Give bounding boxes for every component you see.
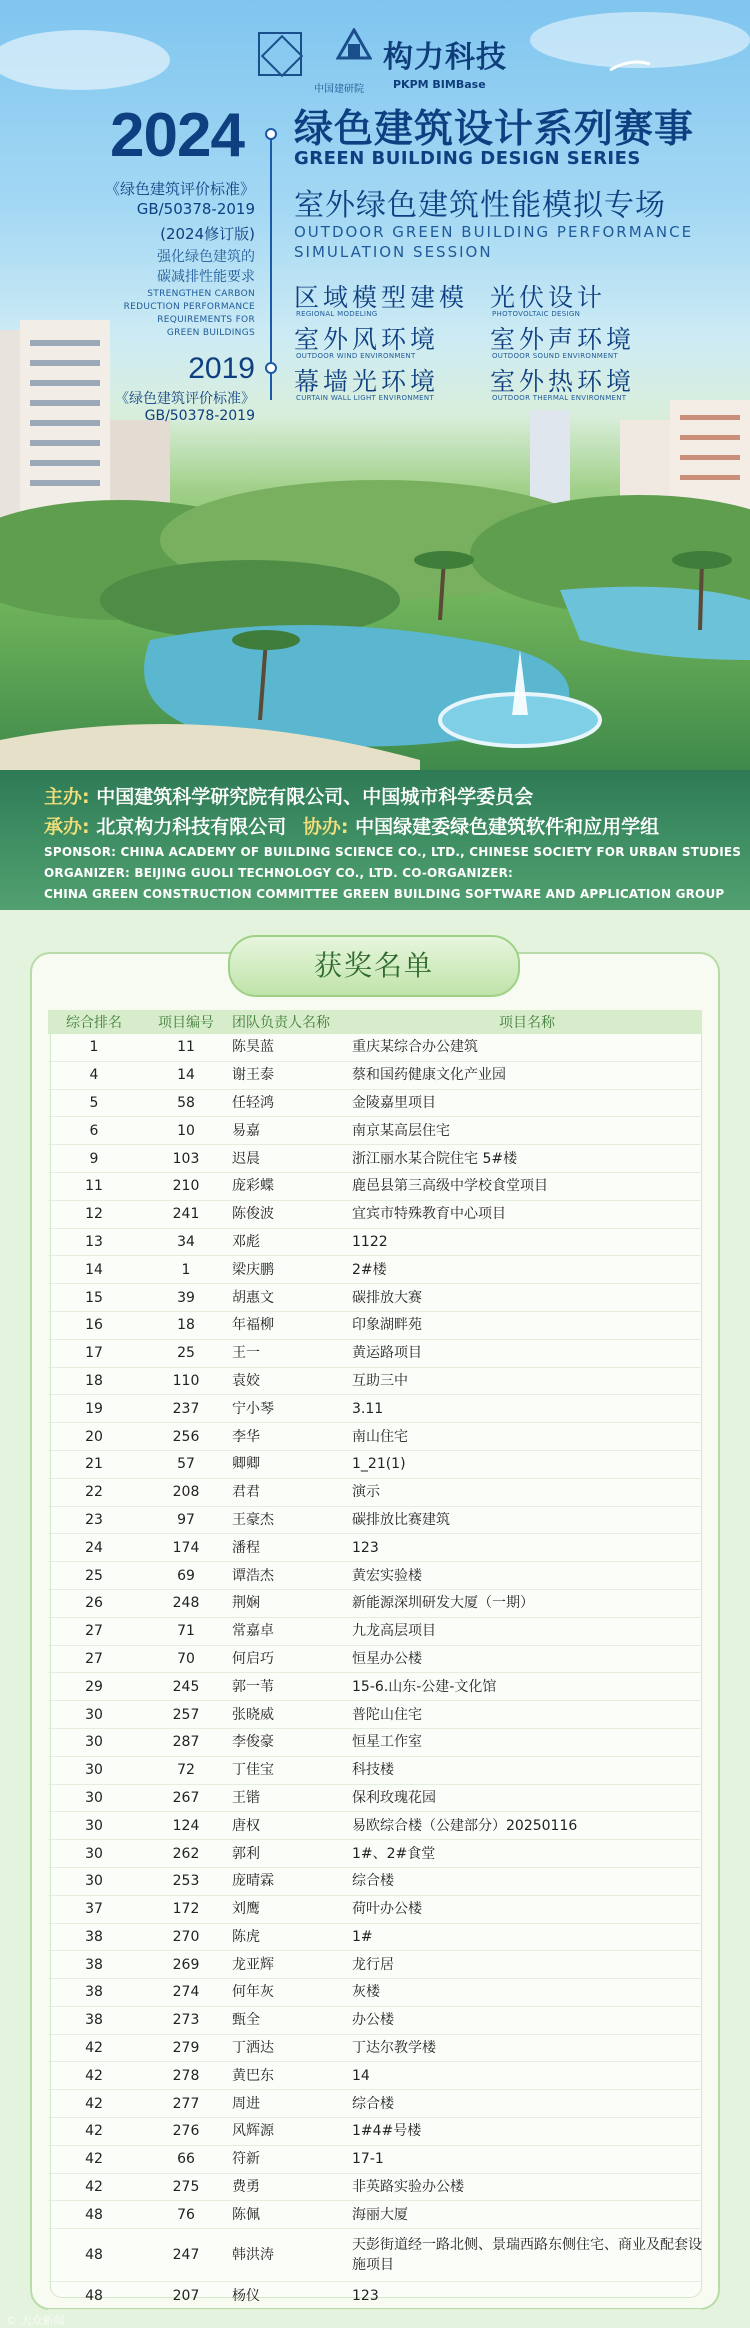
- topic-thermal-en: OUTDOOR THERMAL ENVIRONMENT: [492, 394, 627, 402]
- rank-cell: 26: [48, 1589, 140, 1617]
- table-row: [48, 1061, 702, 1089]
- project-no-cell: 39: [140, 1284, 232, 1312]
- topic-regional-modeling-en: REGIONAL MODELING: [296, 310, 378, 318]
- rank-cell: 25: [48, 1562, 140, 1590]
- rank-cell: 30: [48, 1840, 140, 1868]
- project-no-cell: 274: [140, 1979, 232, 2007]
- std-2024-note-en-4: GREEN BUILDINGS: [166, 328, 255, 338]
- series-title-en: GREEN BUILDING DESIGN SERIES: [294, 148, 641, 169]
- leader-cell: 迟晨: [232, 1145, 352, 1173]
- project-name-cell: 碳排放大赛: [352, 1284, 702, 1312]
- rank-cell: 38: [48, 2006, 140, 2034]
- std-2024-note-2: 碳减排性能要求: [157, 269, 255, 285]
- topic-regional-modeling: 区域模型建模: [294, 283, 469, 312]
- year-2019: 2019: [188, 352, 255, 385]
- leader-cell: 梁庆鹏: [232, 1256, 352, 1284]
- project-no-cell: 18: [140, 1311, 232, 1339]
- rank-cell: 27: [48, 1617, 140, 1645]
- rank-cell: 20: [48, 1423, 140, 1451]
- organizer-label: 承办:: [44, 816, 90, 838]
- leader-cell: 郭一苇: [232, 1673, 352, 1701]
- rank-cell: 18: [48, 1367, 140, 1395]
- project-name-cell: 天彭街道经一路北侧、景瑞西路东侧住宅、商业及配套设施项目: [352, 2229, 702, 2282]
- project-name-cell: 演示: [352, 1478, 702, 1506]
- leader-cell: 丁佳宝: [232, 1756, 352, 1784]
- std-2019-code: GB/50378-2019: [144, 408, 255, 424]
- std-2024-note-en-3: REQUIREMENTS FOR: [157, 315, 255, 325]
- project-name-cell: 黄运路项目: [352, 1339, 702, 1367]
- std-2024-rev: (2024修订版): [160, 225, 255, 243]
- std-2024-note-en-1: STRENGTHEN CARBON: [147, 289, 255, 299]
- session-title: 室外绿色建筑性能模拟专场: [294, 188, 666, 223]
- leader-cell: 韩洪涛: [232, 2229, 352, 2282]
- project-no-cell: 25: [140, 1339, 232, 1367]
- table-row: [48, 1812, 702, 1840]
- session-title-en-line-2: SIMULATION SESSION: [294, 243, 493, 261]
- rank-cell: 6: [48, 1117, 140, 1145]
- rank-cell: 30: [48, 1867, 140, 1895]
- table-row: [48, 1395, 702, 1423]
- rank-cell: 21: [48, 1450, 140, 1478]
- project-name-cell: 1#、2#食堂: [352, 1840, 702, 1868]
- timeline-divider: [270, 130, 272, 400]
- project-no-cell: 14: [140, 1061, 232, 1089]
- table-row: [48, 2145, 702, 2173]
- project-name-cell: 蔡和国药健康文化产业园: [352, 1061, 702, 1089]
- rank-cell: 42: [48, 2062, 140, 2090]
- project-no-cell: 71: [140, 1617, 232, 1645]
- leader-cell: 庞彩蝶: [232, 1172, 352, 1200]
- leader-cell: 谢王泰: [232, 1061, 352, 1089]
- table-row: [48, 1034, 702, 1061]
- org-logo-text: 中国建研院: [314, 84, 364, 95]
- project-name-cell: 综合楼: [352, 2090, 702, 2118]
- leader-cell: 符新: [232, 2145, 352, 2173]
- leader-cell: 杨仪: [232, 2282, 352, 2310]
- rank-cell: 12: [48, 1200, 140, 1228]
- project-name-cell: 海丽大厦: [352, 2201, 702, 2229]
- project-no-cell: 262: [140, 1840, 232, 1868]
- organizer-line: [44, 812, 659, 839]
- table-row: [48, 1756, 702, 1784]
- project-no-cell: 278: [140, 2062, 232, 2090]
- leader-cell: 甄全: [232, 2006, 352, 2034]
- rank-cell: 13: [48, 1228, 140, 1256]
- project-no-cell: 10: [140, 1117, 232, 1145]
- project-no-cell: 110: [140, 1367, 232, 1395]
- project-no-cell: 276: [140, 2118, 232, 2146]
- rank-cell: 30: [48, 1728, 140, 1756]
- sponsor-band: [0, 770, 750, 910]
- project-name-cell: 123: [352, 2282, 702, 2310]
- rank-cell: 4: [48, 1061, 140, 1089]
- leader-cell: 君君: [232, 1478, 352, 1506]
- rank-cell: 14: [48, 1256, 140, 1284]
- table-row: [48, 1589, 702, 1617]
- topic-wind: 室外风环境: [294, 325, 440, 354]
- project-name-cell: 1#4#号楼: [352, 2118, 702, 2146]
- rank-cell: 42: [48, 2118, 140, 2146]
- table-row: [48, 1840, 702, 1868]
- project-name-cell: 金陵嘉里项目: [352, 1089, 702, 1117]
- table-row: [48, 1311, 702, 1339]
- project-name-cell: 2#楼: [352, 1256, 702, 1284]
- rank-cell: 15: [48, 1284, 140, 1312]
- project-name-cell: 龙行居: [352, 1951, 702, 1979]
- project-no-cell: 245: [140, 1673, 232, 1701]
- table-row: [48, 1728, 702, 1756]
- topic-thermal: 室外热环境: [490, 367, 636, 396]
- rank-cell: 22: [48, 1478, 140, 1506]
- project-name-cell: 保利玫瑰花园: [352, 1784, 702, 1812]
- year-2024: 2024: [110, 101, 244, 170]
- host-line: [44, 782, 533, 809]
- table-row: [48, 1617, 702, 1645]
- project-no-cell: 1: [140, 1256, 232, 1284]
- std-2024-note-1: 强化绿色建筑的: [157, 249, 255, 265]
- table-row: [48, 1256, 702, 1284]
- series-title: 绿色建筑设计系列赛事: [294, 107, 695, 152]
- project-name-cell: 黄宏实验楼: [352, 1562, 702, 1590]
- col-project-no: 项目编号: [140, 1010, 232, 1034]
- table-row: [48, 1339, 702, 1367]
- project-name-cell: 九龙高层项目: [352, 1617, 702, 1645]
- rank-cell: 16: [48, 1311, 140, 1339]
- project-name-cell: 荷叶办公楼: [352, 1895, 702, 1923]
- leader-cell: 刘鹰: [232, 1895, 352, 1923]
- std-2019-name: 《绿色建筑评价标准》: [115, 391, 255, 407]
- rank-cell: 30: [48, 1784, 140, 1812]
- rank-cell: 1: [48, 1034, 140, 1061]
- leader-cell: 任轻鸿: [232, 1089, 352, 1117]
- rank-cell: 48: [48, 2282, 140, 2310]
- rank-cell: 42: [48, 2034, 140, 2062]
- project-no-cell: 287: [140, 1728, 232, 1756]
- leader-cell: 易嘉: [232, 1117, 352, 1145]
- rank-cell: 24: [48, 1534, 140, 1562]
- topic-wind-en: OUTDOOR WIND ENVIRONMENT: [296, 352, 416, 360]
- table-row: [48, 1450, 702, 1478]
- timeline-dot-top: [265, 128, 277, 140]
- rank-cell: 38: [48, 1979, 140, 2007]
- project-name-cell: 3.11: [352, 1395, 702, 1423]
- table-row: [48, 1284, 702, 1312]
- pkpm-logo-icon: [336, 28, 372, 66]
- project-no-cell: 277: [140, 2090, 232, 2118]
- leader-cell: 郭利: [232, 1840, 352, 1868]
- table-row: [48, 2229, 702, 2282]
- std-2024-note-en-2: REDUCTION PERFORMANCE: [123, 302, 255, 312]
- table-row: [48, 1562, 702, 1590]
- topic-light: 幕墙光环境: [294, 367, 440, 396]
- project-no-cell: 11: [140, 1034, 232, 1061]
- rank-cell: 17: [48, 1339, 140, 1367]
- table-row: [48, 2173, 702, 2201]
- table-row: [48, 1895, 702, 1923]
- table-row: [48, 2201, 702, 2229]
- table-row: [48, 1228, 702, 1256]
- watermark: © 大众新闻: [6, 2314, 65, 2327]
- project-no-cell: 172: [140, 1895, 232, 1923]
- project-no-cell: 273: [140, 2006, 232, 2034]
- leader-cell: 庞晴霖: [232, 1867, 352, 1895]
- topic-light-en: CURTAIN WALL LIGHT ENVIRONMENT: [296, 394, 435, 402]
- award-list-tab: [228, 935, 520, 997]
- brand-name: 构力科技: [383, 40, 507, 75]
- project-no-cell: 124: [140, 1812, 232, 1840]
- rank-cell: 48: [48, 2201, 140, 2229]
- organizer-en: ORGANIZER: BEIJING GUOLI TECHNOLOGY CO., LTD. CO-ORGANIZER:: [44, 866, 514, 880]
- leader-cell: 宁小琴: [232, 1395, 352, 1423]
- leader-cell: 谭浩杰: [232, 1562, 352, 1590]
- sponsor-en: SPONSOR: CHINA ACADEMY OF BUILDING SCIENCE CO., LTD., CHINESE SOCIETY FOR URBAN STUDIES: [44, 845, 742, 859]
- leader-cell: 年福柳: [232, 1311, 352, 1339]
- project-no-cell: 58: [140, 1089, 232, 1117]
- project-no-cell: 256: [140, 1423, 232, 1451]
- project-no-cell: 72: [140, 1756, 232, 1784]
- project-name-cell: 宜宾市特殊教育中心项目: [352, 1200, 702, 1228]
- rank-cell: 30: [48, 1701, 140, 1729]
- table-row: [48, 1145, 702, 1173]
- project-name-cell: 1_21(1): [352, 1450, 702, 1478]
- coorg-label: 协办:: [302, 816, 349, 838]
- table-row: [48, 1172, 702, 1200]
- project-no-cell: 279: [140, 2034, 232, 2062]
- table-row: [48, 1478, 702, 1506]
- project-no-cell: 69: [140, 1562, 232, 1590]
- table-row: [48, 1645, 702, 1673]
- project-no-cell: 269: [140, 1951, 232, 1979]
- rank-cell: 37: [48, 1895, 140, 1923]
- project-name-cell: 浙江丽水某合院住宅 5#楼: [352, 1145, 702, 1173]
- project-name-cell: 1122: [352, 1228, 702, 1256]
- leader-cell: 陈佩: [232, 2201, 352, 2229]
- rank-cell: 9: [48, 1145, 140, 1173]
- project-no-cell: 267: [140, 1784, 232, 1812]
- coorg-en: CHINA GREEN CONSTRUCTION COMMITTEE GREEN BUILDING SOFTWARE AND APPLICATION GROUP: [44, 887, 725, 901]
- project-name-cell: 17-1: [352, 2145, 702, 2173]
- rank-cell: 42: [48, 2145, 140, 2173]
- leader-cell: 丁洒达: [232, 2034, 352, 2062]
- table-row: [48, 1089, 702, 1117]
- project-name-cell: 重庆某综合办公建筑: [352, 1034, 702, 1061]
- rank-cell: 48: [48, 2229, 140, 2282]
- leader-cell: 荆娴: [232, 1589, 352, 1617]
- table-row: [48, 1784, 702, 1812]
- organizer-text: 北京构力科技有限公司: [96, 816, 287, 838]
- table-row: [48, 2062, 702, 2090]
- topic-sound-en: OUTDOOR SOUND ENVIRONMENT: [492, 352, 618, 360]
- std-2024-code: GB/50378-2019: [136, 200, 255, 218]
- topic-pv-design-en: PHOTOVOLTAIC DESIGN: [492, 310, 581, 318]
- leader-cell: 卿卿: [232, 1450, 352, 1478]
- table-row: [48, 1423, 702, 1451]
- std-2024-name: 《绿色建筑评价标准》: [104, 180, 255, 198]
- rank-cell: 30: [48, 1812, 140, 1840]
- project-name-cell: 鹿邑县第三高级中学校食堂项目: [352, 1172, 702, 1200]
- project-no-cell: 270: [140, 1923, 232, 1951]
- leader-cell: 王一: [232, 1339, 352, 1367]
- col-project-name: 项目名称: [352, 1010, 702, 1034]
- project-no-cell: 103: [140, 1145, 232, 1173]
- project-no-cell: 76: [140, 2201, 232, 2229]
- leader-cell: 张晓威: [232, 1701, 352, 1729]
- leader-cell: 李俊豪: [232, 1728, 352, 1756]
- table-row: [48, 1200, 702, 1228]
- leader-cell: 陈昊蓝: [232, 1034, 352, 1061]
- project-name-cell: 南山住宅: [352, 1423, 702, 1451]
- project-name-cell: 非英路实验办公楼: [352, 2173, 702, 2201]
- cabr-logo-icon: [258, 32, 302, 76]
- project-no-cell: 97: [140, 1506, 232, 1534]
- table-row: [48, 1923, 702, 1951]
- project-no-cell: 174: [140, 1534, 232, 1562]
- session-title-en-line-1: OUTDOOR GREEN BUILDING PERFORMANCE: [294, 223, 694, 241]
- leader-cell: 邓彪: [232, 1228, 352, 1256]
- project-name-cell: 南京某高层住宅: [352, 1117, 702, 1145]
- table-row: [48, 1867, 702, 1895]
- project-name-cell: 办公楼: [352, 2006, 702, 2034]
- project-no-cell: 257: [140, 1701, 232, 1729]
- project-name-cell: 印象湖畔苑: [352, 1311, 702, 1339]
- project-name-cell: 123: [352, 1534, 702, 1562]
- rank-cell: 38: [48, 1951, 140, 1979]
- timeline-dot-bottom: [265, 362, 277, 374]
- award-table: [48, 1010, 702, 2310]
- project-name-cell: 恒星工作室: [352, 1728, 702, 1756]
- table-row: [48, 1506, 702, 1534]
- leader-cell: 王豪杰: [232, 1506, 352, 1534]
- project-no-cell: 237: [140, 1395, 232, 1423]
- leader-cell: 龙亚辉: [232, 1951, 352, 1979]
- host-text: 中国建筑科学研究院有限公司、中国城市科学委员会: [96, 786, 534, 808]
- rank-cell: 38: [48, 1923, 140, 1951]
- coorg-text: 中国绿建委绿色建筑软件和应用学组: [355, 816, 660, 838]
- rank-cell: 29: [48, 1673, 140, 1701]
- leader-cell: 费勇: [232, 2173, 352, 2201]
- table-row: [48, 1951, 702, 1979]
- host-label: 主办:: [44, 786, 90, 808]
- project-name-cell: 恒星办公楼: [352, 1645, 702, 1673]
- hero-banner: [0, 0, 750, 770]
- table-row: [48, 2090, 702, 2118]
- project-name-cell: 14: [352, 2062, 702, 2090]
- project-name-cell: 新能源深圳研发大厦（一期）: [352, 1589, 702, 1617]
- project-name-cell: 灰楼: [352, 1979, 702, 2007]
- leader-cell: 陈俊波: [232, 1200, 352, 1228]
- project-no-cell: 275: [140, 2173, 232, 2201]
- award-list-title: 获奖名单: [313, 949, 434, 982]
- award-table-body: [48, 1034, 702, 2310]
- table-row: [48, 1367, 702, 1395]
- table-row: [48, 2006, 702, 2034]
- leader-cell: 唐权: [232, 1812, 352, 1840]
- table-row: [48, 1673, 702, 1701]
- table-row: [48, 1979, 702, 2007]
- project-name-cell: 易欧综合楼（公建部分）20250116: [352, 1812, 702, 1840]
- project-name-cell: 碳排放比赛建筑: [352, 1506, 702, 1534]
- project-name-cell: 15-6.山东-公建-文化馆: [352, 1673, 702, 1701]
- table-row: [48, 2118, 702, 2146]
- topic-pv-design: 光伏设计: [490, 283, 607, 312]
- leader-cell: 风辉源: [232, 2118, 352, 2146]
- project-no-cell: 253: [140, 1867, 232, 1895]
- project-name-cell: 普陀山住宅: [352, 1701, 702, 1729]
- leader-cell: 袁姣: [232, 1367, 352, 1395]
- leader-cell: 潘程: [232, 1534, 352, 1562]
- rank-cell: 42: [48, 2173, 140, 2201]
- topic-sound: 室外声环境: [490, 325, 636, 354]
- rank-cell: 23: [48, 1506, 140, 1534]
- rank-cell: 11: [48, 1172, 140, 1200]
- project-no-cell: 248: [140, 1589, 232, 1617]
- project-name-cell: 互助三中: [352, 1367, 702, 1395]
- project-name-cell: 1#: [352, 1923, 702, 1951]
- project-no-cell: 208: [140, 1478, 232, 1506]
- leader-cell: 陈虎: [232, 1923, 352, 1951]
- rank-cell: 19: [48, 1395, 140, 1423]
- project-no-cell: 57: [140, 1450, 232, 1478]
- col-rank: 综合排名: [48, 1010, 140, 1034]
- leader-cell: 胡惠文: [232, 1284, 352, 1312]
- project-name-cell: 科技楼: [352, 1756, 702, 1784]
- leader-cell: 王锴: [232, 1784, 352, 1812]
- project-no-cell: 210: [140, 1172, 232, 1200]
- leader-cell: 李华: [232, 1423, 352, 1451]
- project-name-cell: 丁达尔教学楼: [352, 2034, 702, 2062]
- project-name-cell: 综合楼: [352, 1867, 702, 1895]
- leader-cell: 黄巴东: [232, 2062, 352, 2090]
- award-table-header: [48, 1010, 702, 1034]
- rank-cell: 5: [48, 1089, 140, 1117]
- leader-cell: 常嘉卓: [232, 1617, 352, 1645]
- project-no-cell: 247: [140, 2229, 232, 2282]
- table-row: [48, 1701, 702, 1729]
- table-row: [48, 2034, 702, 2062]
- rank-cell: 42: [48, 2090, 140, 2118]
- table-row: [48, 1534, 702, 1562]
- rank-cell: 27: [48, 1645, 140, 1673]
- session-title-en: [294, 222, 693, 262]
- brand-sub: PKPM BIMBase: [393, 78, 486, 91]
- leader-cell: 何启巧: [232, 1645, 352, 1673]
- leader-cell: 何年灰: [232, 1979, 352, 2007]
- project-no-cell: 34: [140, 1228, 232, 1256]
- project-no-cell: 70: [140, 1645, 232, 1673]
- rank-cell: 30: [48, 1756, 140, 1784]
- project-no-cell: 241: [140, 1200, 232, 1228]
- project-no-cell: 66: [140, 2145, 232, 2173]
- project-no-cell: 207: [140, 2282, 232, 2310]
- logo-group: [258, 28, 518, 95]
- leader-cell: 周进: [232, 2090, 352, 2118]
- table-row: [48, 1117, 702, 1145]
- col-leader: 团队负责人名称: [232, 1010, 352, 1034]
- table-row: [48, 2282, 702, 2310]
